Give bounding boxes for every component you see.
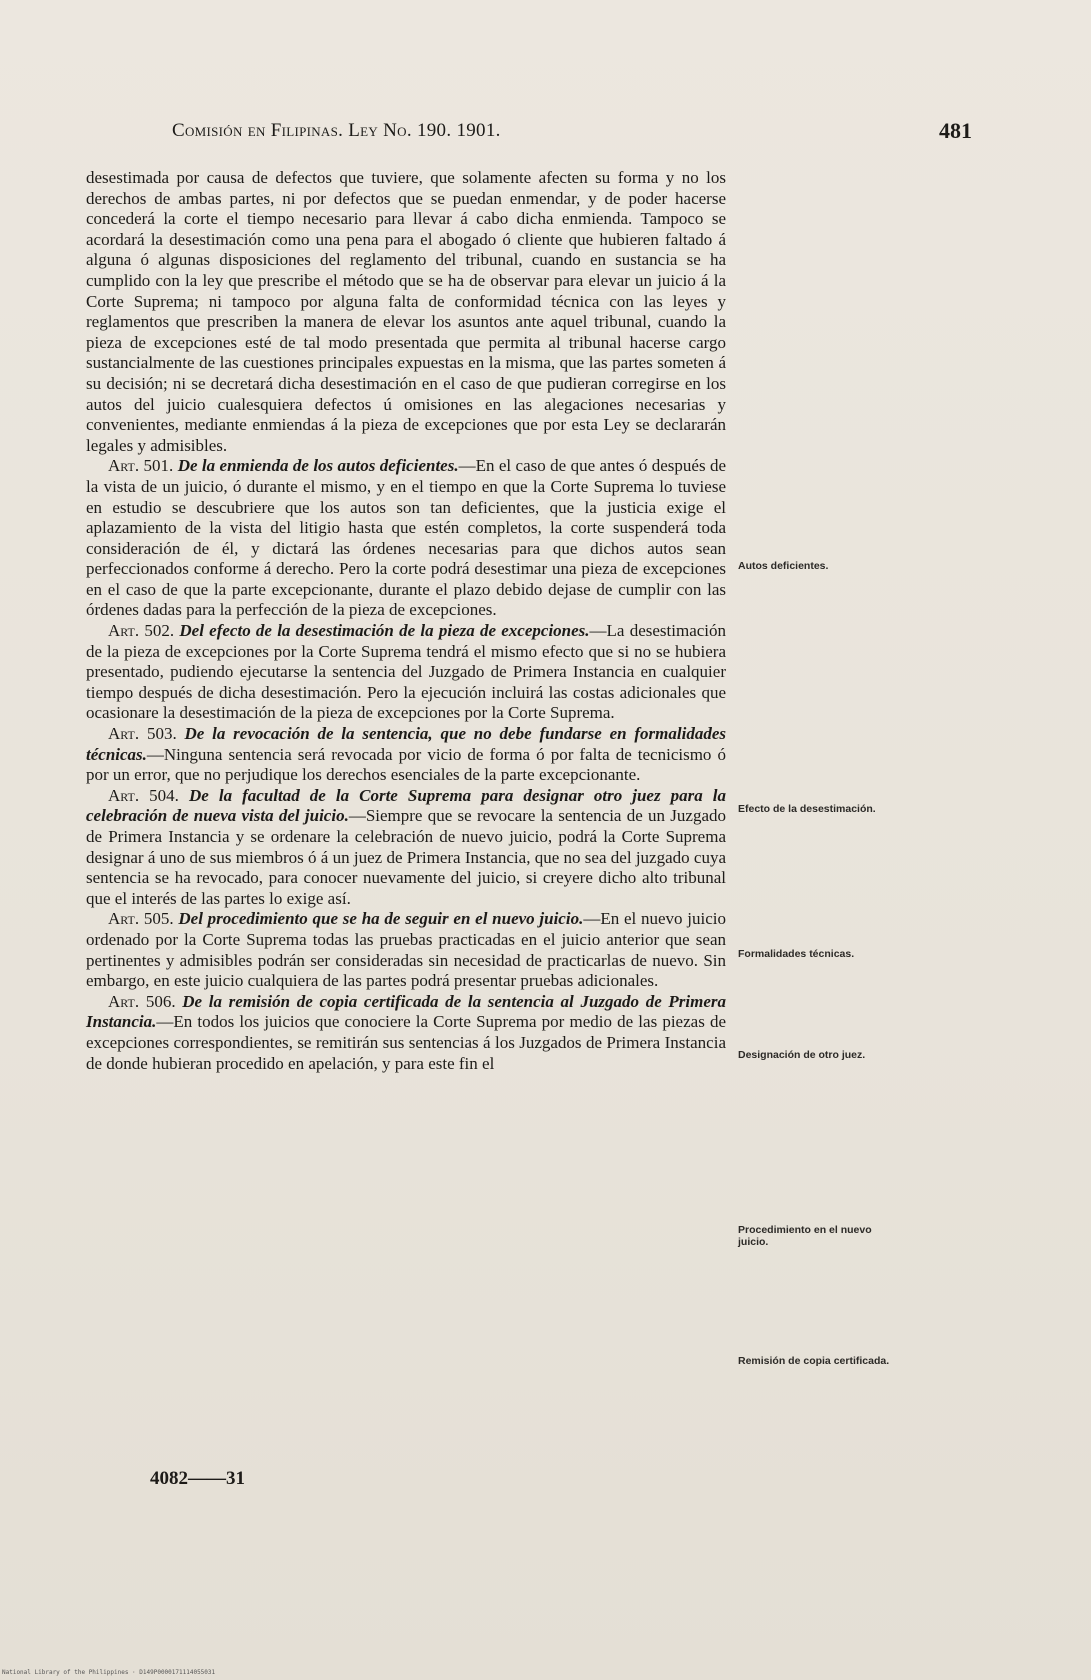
article-number: Art. 503. [108,724,177,744]
article-title: De la facultad de la Corte Suprema para designar otro juez para la celebración de nueva vista del juicio. [86,785,727,826]
article-text: —La desestimación de la pieza de excepciones por la Corte Suprema tendrá el mismo efecto que si no se hubiera presentado, pudiendo ejecutarse la sentencia del Juzgado de Primera Instancia en cualquier tiempo después de dicha desestimación. Pero la ejecución incluirá las costas adicionales que ocasionare la desestimación de la pieza de excepciones por la Corte Suprema. [86,621,727,723]
scan-footer: National Library of the Philippines · D149P0000171114055031 [2,1669,216,1676]
article-504 [86,786,726,910]
margin-note-502: Efecto de la desestimación. [738,803,876,815]
article-text: —En el caso de que antes ó después de la vista de un juicio, ó durante el mismo, y en el tiempo en que la Corte Suprema lo tuviese en estudio se descubriere que los autos son tan deficientes, que la justicia exige el aplazamiento de la vista del litigio hasta que estén completos, la corte suspenderá toda consideración de él, y dictará las órdenes necesarias para que dichos autos sean perfeccionados conforme á derecho. Pero la corte podrá desestimar una pieza de excepciones en el caso de que la parte excepcionante, durante el plazo debido dejase de cumplir con las órdenes dadas para la perfección de la pieza de excepciones. [86,456,727,620]
margin-note-501: Autos deficientes. [738,560,829,572]
article-503 [86,724,726,786]
margin-note-505: Procedimiento en el nuevo juicio. [738,1224,872,1248]
article-502 [86,621,726,724]
margin-note-503: Formalidades técnicas. [738,948,855,960]
article-title: Del procedimiento que se ha de seguir en el nuevo juicio. [178,909,584,929]
article-title: De la revocación de la sentencia, que no debe fundarse en formalidades técnicas. [86,724,727,764]
printer-signature-mark: 4082——31 [150,1468,245,1489]
article-title: Del efecto de la desestimación de la pieza de excepciones. [179,621,590,641]
article-506 [86,992,726,1074]
article-number: Art. 504. [108,785,179,805]
header-title: Comisión en Filipinas. Ley No. 190. 1901. [172,120,501,141]
article-number: Art. 506. [108,991,176,1011]
page-number: 481 [939,118,972,143]
article-number: Art. 501. [108,456,174,476]
article-title: De la remisión de copia certificada de la sentencia al Juzgado de Primera Instancia. [86,991,727,1032]
running-header [86,120,986,152]
article-text: —Siempre que se revocare la sentencia de un Juzgado de Primera Instancia y se ordenare la celebración de nuevo juicio, podrá la Corte Suprema designar á uno de sus miembros ó á un juez de Primera Instancia, que no sea del juzgado cuya sentencia se ha revocado, para conocer nuevamente del juicio, si creyere dicho alto tribunal que el interés de las partes lo exige así. [86,806,726,908]
body-text [86,168,726,1074]
article-number: Art. 505. [108,909,174,929]
article-text: —Ninguna sentencia será revocada por vicio de forma ó por falta de tecnicismo ó por un error, que no perjudique los derechos esenciales de la parte excepcionante. [86,744,726,785]
margin-note-504: Designación de otro juez. [738,1049,866,1061]
margin-note-506: Remisión de copia certificada. [738,1355,890,1367]
article-505 [86,909,726,991]
article-text: —En el nuevo juicio ordenado por la Corte Suprema todas las pruebas practicadas en el juicio anterior que sean pertinentes y admisibles podrán ser consideradas sin necesidad de practicarlas de nuevo. Sin embargo, en este juicio cualquiera de las partes podrá presentar pruebas adicionales. [86,909,727,991]
paragraph-continuation: desestimada por causa de defectos que tuviere, que solamente afecten su forma y no los derechos de ambas partes, ni por defectos que se puedan enmendar, y de poder hacerse concederá la corte el tiempo necesario para llevar á cabo dicha enmienda. Tampoco se acordará la desestimación como una pena para el abogado ó cliente que hubieren faltado á alguna ó algunas disposiciones del reglamento del tribunal, cuando en sustancia se ha cumplido con la ley que prescribe el método que se ha de observar para elevar un juicio á la Corte Suprema; ni tampoco por alguna falta de conformidad técnica con las leyes y reglamentos que prescriben la manera de elevar los asuntos ante aquel tribunal, cuando la pieza de excepciones esté de tal modo presentada que permita al tribunal hacerse cargo sustancialmente de las cuestiones principales expuestas en la misma, que las partes someten á su decisión; ni se decretará dicha desestimación en el caso de que pudieran corregirse en los autos del juicio cualesquiera defectos ú omisiones en las alegaciones necesarias y convenientes, mediante enmiendas á la pieza de excepciones que por esta Ley se declararán legales y admisibles. [86,168,726,455]
article-number: Art. 502. [108,621,175,641]
article-text: —En todos los juicios que conociere la Corte Suprema por medio de las piezas de excepciones correspondientes, se remitirán sus sentencias á los Juzgados de Primera Instancia de donde hubieran procedido en apelación, y para este fin el [86,1012,726,1073]
article-501 [86,456,726,621]
article-title: De la enmienda de los autos deficientes. [177,456,459,476]
